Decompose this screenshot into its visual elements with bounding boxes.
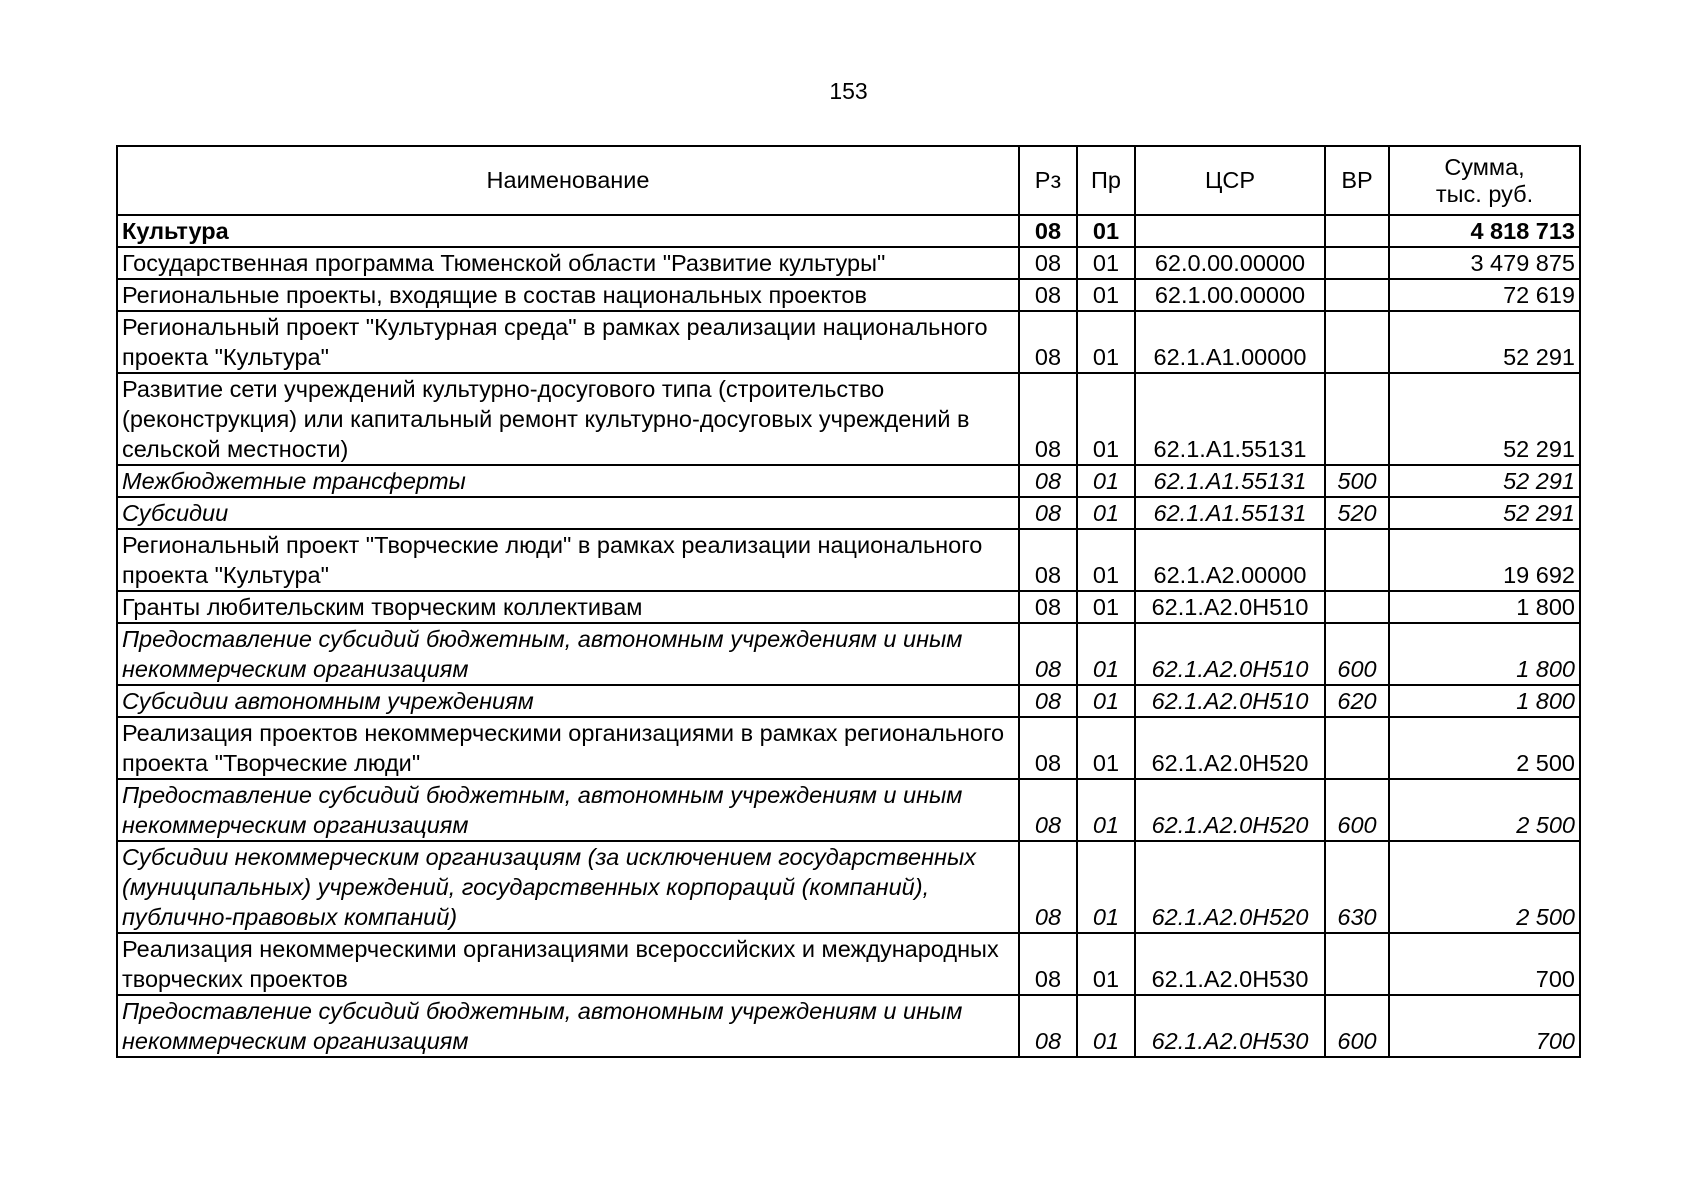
row-vr: 600 [1325,623,1389,685]
row-name: Региональный проект "Культурная среда" в рамках реализации национального проекта "Культура" [117,311,1019,373]
row-name: Гранты любительским творческим коллективам [117,591,1019,623]
row-csr: 62.1.А2.0Н520 [1135,841,1325,933]
row-vr: 500 [1325,465,1389,497]
row-csr [1135,215,1325,247]
row-sum: 2 500 [1389,717,1580,779]
table-row [117,215,1580,247]
row-name: Реализация некоммерческими организациями всероссийских и международных творческих проектов [117,933,1019,995]
row-vr [1325,591,1389,623]
row-name: Предоставление субсидий бюджетным, автономным учреждениям и иным некоммерческим организациям [117,779,1019,841]
row-pr: 01 [1077,247,1135,279]
row-rz: 08 [1019,497,1077,529]
row-vr: 600 [1325,995,1389,1057]
table-row [117,311,1580,373]
row-pr: 01 [1077,497,1135,529]
row-rz: 08 [1019,623,1077,685]
row-csr: 62.1.А1.55131 [1135,465,1325,497]
row-name: Межбюджетные трансферты [117,465,1019,497]
row-csr: 62.1.А1.00000 [1135,311,1325,373]
row-vr [1325,373,1389,465]
row-name: Региональный проект "Творческие люди" в рамках реализации национального проекта "Культура" [117,529,1019,591]
row-csr: 62.1.А1.55131 [1135,373,1325,465]
row-sum: 1 800 [1389,591,1580,623]
row-vr [1325,311,1389,373]
row-name: Развитие сети учреждений культурно-досугового типа (строительство (реконструкция) или капитальный ремонт культурно-досуговых учреждений в сельской местности) [117,373,1019,465]
row-pr: 01 [1077,685,1135,717]
row-name: Реализация проектов некоммерческими организациями в рамках регионального проекта "Творческие люди" [117,717,1019,779]
row-pr: 01 [1077,373,1135,465]
row-pr: 01 [1077,933,1135,995]
table-row [117,995,1580,1057]
row-csr: 62.1.00.00000 [1135,279,1325,311]
header-rz: Рз [1019,146,1077,215]
row-vr [1325,247,1389,279]
row-vr: 520 [1325,497,1389,529]
budget-table [116,145,1581,1058]
row-pr: 01 [1077,779,1135,841]
row-sum: 52 291 [1389,373,1580,465]
row-rz: 08 [1019,373,1077,465]
header-name: Наименование [117,146,1019,215]
header-sum-line1: Сумма, [1444,153,1525,180]
row-csr: 62.0.00.00000 [1135,247,1325,279]
row-vr: 600 [1325,779,1389,841]
header-row [117,146,1580,215]
row-csr: 62.1.А2.0Н510 [1135,623,1325,685]
row-name: Предоставление субсидий бюджетным, автономным учреждениям и иным некоммерческим организациям [117,623,1019,685]
row-rz: 08 [1019,311,1077,373]
row-name: Предоставление субсидий бюджетным, автономным учреждениям и иным некоммерческим организациям [117,995,1019,1057]
row-csr: 62.1.А2.0Н530 [1135,933,1325,995]
row-name: Субсидии некоммерческим организациям (за исключением государственных (муниципальных) учреждений, государственных корпораций (компаний), публично-правовых компаний) [117,841,1019,933]
row-sum: 72 619 [1389,279,1580,311]
header-sum [1389,146,1580,215]
row-rz: 08 [1019,591,1077,623]
row-csr: 62.1.А2.0Н510 [1135,591,1325,623]
row-sum: 52 291 [1389,311,1580,373]
header-sum-line2: тыс. руб. [1435,180,1534,207]
row-csr: 62.1.А2.0Н510 [1135,685,1325,717]
table-row [117,497,1580,529]
row-pr: 01 [1077,311,1135,373]
row-name: Государственная программа Тюменской области "Развитие культуры" [117,247,1019,279]
header-pr: Пр [1077,146,1135,215]
table-row [117,779,1580,841]
table-body [117,215,1580,1057]
row-sum: 19 692 [1389,529,1580,591]
row-pr: 01 [1077,623,1135,685]
row-csr: 62.1.А2.00000 [1135,529,1325,591]
row-sum: 52 291 [1389,497,1580,529]
row-rz: 08 [1019,841,1077,933]
row-pr: 01 [1077,841,1135,933]
row-rz: 08 [1019,779,1077,841]
row-pr: 01 [1077,215,1135,247]
row-vr: 620 [1325,685,1389,717]
row-vr [1325,933,1389,995]
row-sum: 2 500 [1389,779,1580,841]
row-vr [1325,529,1389,591]
table-row [117,841,1580,933]
table-row [117,685,1580,717]
table-row [117,279,1580,311]
row-rz: 08 [1019,247,1077,279]
page-number: 153 [829,78,868,104]
row-sum: 700 [1389,995,1580,1057]
row-sum: 1 800 [1389,623,1580,685]
row-pr: 01 [1077,529,1135,591]
row-csr: 62.1.А2.0Н530 [1135,995,1325,1057]
row-rz: 08 [1019,465,1077,497]
row-sum: 52 291 [1389,465,1580,497]
table-row [117,717,1580,779]
row-vr [1325,279,1389,311]
row-sum: 4 818 713 [1389,215,1580,247]
row-pr: 01 [1077,279,1135,311]
row-rz: 08 [1019,529,1077,591]
row-vr [1325,215,1389,247]
row-rz: 08 [1019,995,1077,1057]
row-pr: 01 [1077,465,1135,497]
header-csr: ЦСР [1135,146,1325,215]
table-row [117,465,1580,497]
row-name: Культура [117,215,1019,247]
row-rz: 08 [1019,279,1077,311]
table-row [117,591,1580,623]
row-sum: 1 800 [1389,685,1580,717]
row-pr: 01 [1077,591,1135,623]
table-row [117,247,1580,279]
row-vr [1325,717,1389,779]
row-sum: 3 479 875 [1389,247,1580,279]
row-name: Субсидии автономным учреждениям [117,685,1019,717]
table-header [117,146,1580,215]
row-name: Субсидии [117,497,1019,529]
row-sum: 2 500 [1389,841,1580,933]
row-rz: 08 [1019,933,1077,995]
table-row [117,529,1580,591]
row-csr: 62.1.А1.55131 [1135,497,1325,529]
row-name: Региональные проекты, входящие в состав национальных проектов [117,279,1019,311]
row-rz: 08 [1019,685,1077,717]
table-row [117,933,1580,995]
row-pr: 01 [1077,717,1135,779]
row-vr: 630 [1325,841,1389,933]
row-sum: 700 [1389,933,1580,995]
row-csr: 62.1.А2.0Н520 [1135,779,1325,841]
row-rz: 08 [1019,717,1077,779]
header-vr: ВР [1325,146,1389,215]
row-rz: 08 [1019,215,1077,247]
row-csr: 62.1.А2.0Н520 [1135,717,1325,779]
table-row [117,623,1580,685]
table-row [117,373,1580,465]
row-pr: 01 [1077,995,1135,1057]
